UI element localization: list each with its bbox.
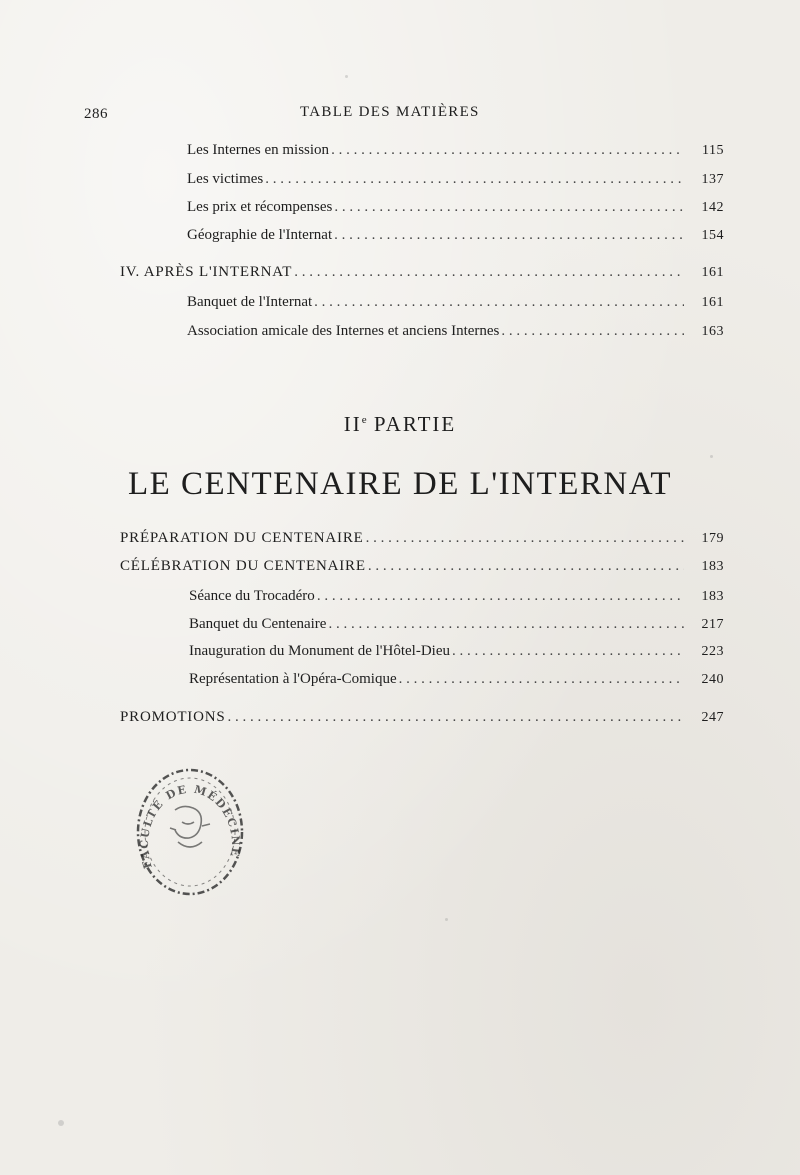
page-number: 286 bbox=[84, 106, 108, 122]
svg-text:FACULTÉ DE MÉDECINE DE PARIS bbox=[130, 762, 242, 870]
toc-entry-page: 163 bbox=[701, 324, 724, 339]
leader-dots bbox=[334, 227, 684, 244]
toc-entry bbox=[187, 227, 724, 251]
toc-entry bbox=[187, 294, 724, 318]
paper-speck bbox=[445, 918, 448, 921]
toc-entry-page: 240 bbox=[701, 672, 724, 687]
toc-entry-page: 161 bbox=[701, 295, 724, 310]
toc-entry bbox=[187, 199, 724, 223]
part-numeral-sup: e bbox=[361, 414, 367, 426]
toc-entry-page: 137 bbox=[701, 172, 724, 187]
toc-section-label: CÉLÉBRATION DU CENTENAIRE bbox=[120, 558, 366, 574]
paper-speck bbox=[58, 1120, 64, 1126]
toc-entry-label: Les victimes bbox=[187, 171, 264, 187]
part-word: PARTIE bbox=[373, 412, 457, 436]
leader-dots bbox=[294, 264, 684, 281]
part-title: LE CENTENAIRE DE L'INTERNAT bbox=[127, 466, 673, 502]
toc-entry-label: Géographie de l'Internat bbox=[187, 227, 333, 243]
running-title: TABLE DES MATIÈRES bbox=[300, 104, 480, 120]
toc-entry-label: Représentation à l'Opéra-Comique bbox=[189, 671, 397, 687]
toc-entry-page: 142 bbox=[701, 200, 724, 215]
leader-dots bbox=[328, 616, 684, 633]
toc-entry bbox=[189, 616, 724, 640]
part-numeral: II bbox=[343, 412, 362, 436]
toc-section-label: PROMOTIONS bbox=[120, 709, 226, 725]
leader-dots bbox=[452, 643, 684, 660]
page-header bbox=[0, 104, 800, 128]
toc-section bbox=[120, 558, 724, 582]
toc-section bbox=[120, 530, 724, 554]
toc-section-page: 179 bbox=[701, 531, 724, 546]
toc-entry-label: Les prix et récompenses bbox=[187, 199, 333, 215]
toc-entry-page: 217 bbox=[701, 617, 724, 632]
toc-section-page: 183 bbox=[701, 559, 724, 574]
leader-dots bbox=[265, 171, 684, 188]
toc-entry bbox=[189, 588, 724, 612]
leader-dots bbox=[399, 671, 684, 688]
toc-entry-label: Séance du Trocadéro bbox=[189, 588, 315, 604]
toc-entry-label: Les Internes en mission bbox=[187, 142, 330, 158]
toc-section-label: IV. APRÈS L'INTERNAT bbox=[120, 264, 293, 280]
toc-entry bbox=[189, 671, 724, 695]
leader-dots bbox=[334, 199, 684, 216]
leader-dots bbox=[331, 142, 684, 159]
toc-promotions bbox=[120, 709, 724, 733]
paper-speck bbox=[345, 75, 348, 78]
toc-entry bbox=[187, 323, 724, 347]
toc-entry-label: Association amicale des Internes et anciens Internes bbox=[187, 323, 500, 339]
toc-entry-label: Banquet du Centenaire bbox=[189, 616, 327, 632]
toc-section-page: 247 bbox=[701, 710, 724, 725]
leader-dots bbox=[368, 558, 684, 575]
toc-section-label: PRÉPARATION DU CENTENAIRE bbox=[120, 530, 364, 546]
paper-speck bbox=[710, 455, 713, 458]
leader-dots bbox=[366, 530, 684, 547]
leader-dots bbox=[501, 323, 684, 340]
leader-dots bbox=[228, 709, 684, 726]
toc-entry-page: 115 bbox=[702, 143, 724, 158]
leader-dots bbox=[314, 294, 684, 311]
toc-entry bbox=[189, 643, 724, 667]
part-heading bbox=[0, 412, 800, 437]
toc-entry-page: 183 bbox=[701, 589, 724, 604]
toc-entry bbox=[187, 142, 724, 166]
toc-section-page: 161 bbox=[701, 265, 724, 280]
toc-entry-page: 154 bbox=[701, 228, 724, 243]
leader-dots bbox=[317, 588, 684, 605]
toc-entry-label: Inauguration du Monument de l'Hôtel-Dieu bbox=[189, 643, 450, 659]
toc-entry-page: 223 bbox=[701, 644, 724, 659]
stamp-text: FACULTÉ DE MÉDECINE bbox=[137, 782, 243, 871]
toc-entry-label: Banquet de l'Internat bbox=[187, 294, 313, 310]
toc-section-iv bbox=[120, 264, 724, 288]
toc-entry bbox=[187, 171, 724, 195]
library-stamp-icon bbox=[130, 762, 250, 902]
